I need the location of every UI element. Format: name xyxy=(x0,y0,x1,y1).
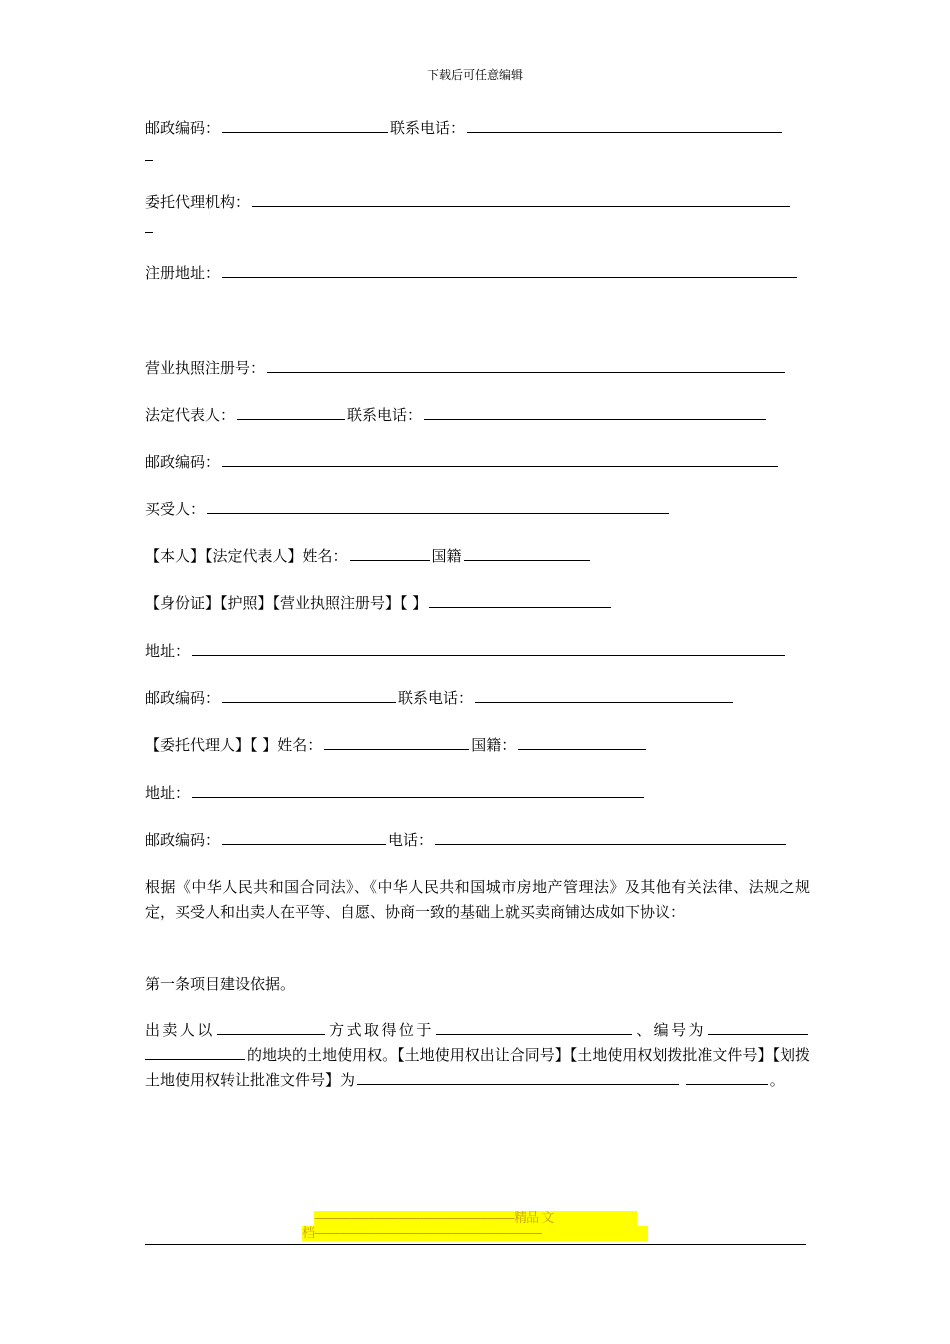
article-1-body xyxy=(145,1018,810,1093)
article-1-text-b: 方式取得位于 xyxy=(326,1021,434,1039)
address-row-2 xyxy=(145,783,646,803)
id-docs-row xyxy=(145,593,613,613)
article-1-text-c: 、编号为 xyxy=(633,1021,706,1039)
license-label: 营业执照注册号： xyxy=(145,359,266,377)
phone-label: 联系电话： xyxy=(347,406,423,424)
postcode-label: 邮政编码： xyxy=(145,119,221,137)
postcode-blank[interactable] xyxy=(222,830,386,845)
legal-rep-blank[interactable] xyxy=(237,405,345,420)
agent-label: 【委托代理人】【 】姓名： xyxy=(145,736,323,754)
phone-label: 电话： xyxy=(388,831,434,849)
postcode-label: 邮政编码： xyxy=(145,831,221,849)
agent-name-blank[interactable] xyxy=(324,735,469,750)
article-1-text-d: 的地块的土地使用权。【土地使用权出让合同号】【土地使用权划拨批准文件号】【划拨土地使用权转让批准文件号】为 xyxy=(145,1046,810,1089)
method-blank[interactable] xyxy=(217,1020,325,1035)
location-blank[interactable] xyxy=(436,1020,632,1035)
postcode-phone-row-1 xyxy=(145,118,784,138)
footer-watermark-line-2: 档------------------------------------------------------------------- xyxy=(302,1226,648,1241)
agency-label: 委托代理机构： xyxy=(145,193,251,211)
postcode-blank[interactable] xyxy=(222,688,396,703)
phone-label: 联系电话： xyxy=(390,119,466,137)
reg-addr-blank[interactable] xyxy=(222,263,797,278)
contract-no-blank[interactable] xyxy=(357,1070,679,1085)
wrap-tick xyxy=(145,160,153,161)
address-label: 地址： xyxy=(145,784,191,802)
footer-watermark-line-1: -----------------------------------------------------------精品 文 xyxy=(314,1211,637,1226)
self-rep-label: 【本人】【法定代表人】姓名： xyxy=(145,547,348,565)
id-docs-blank[interactable] xyxy=(429,593,611,608)
phone-blank[interactable] xyxy=(435,830,786,845)
agent-row xyxy=(145,735,648,755)
footer-rule xyxy=(145,1244,806,1245)
legal-rep-label: 法定代表人： xyxy=(145,406,236,424)
postcode-blank[interactable] xyxy=(222,118,388,133)
buyer-label: 买受人： xyxy=(145,500,206,518)
buyer-blank[interactable] xyxy=(207,499,669,514)
article-1-end: 。 xyxy=(769,1071,785,1089)
article-1-text-a: 出卖人以 xyxy=(145,1021,215,1039)
address-blank[interactable] xyxy=(192,783,644,798)
nationality-blank[interactable] xyxy=(518,735,646,750)
reg-addr-row xyxy=(145,263,799,283)
nationality-label: 国籍： xyxy=(471,736,517,754)
postcode-label: 邮政编码： xyxy=(145,689,221,707)
self-rep-row xyxy=(145,546,592,566)
id-docs-label: 【身份证】【护照】【营业执照注册号】【 】 xyxy=(145,594,428,612)
phone-blank[interactable] xyxy=(467,118,782,133)
number-blank[interactable] xyxy=(708,1020,808,1035)
phone-label: 联系电话： xyxy=(398,689,474,707)
postcode-phone-row-3 xyxy=(145,688,735,708)
legal-rep-row xyxy=(145,405,768,425)
number-blank-cont[interactable] xyxy=(145,1045,245,1060)
postcode-phone-row-4 xyxy=(145,830,788,850)
postcode-label: 邮政编码： xyxy=(145,453,221,471)
license-row xyxy=(145,358,787,378)
agency-blank[interactable] xyxy=(252,192,790,207)
postcode-blank[interactable] xyxy=(222,452,778,467)
phone-blank[interactable] xyxy=(475,688,733,703)
nationality-blank[interactable] xyxy=(464,546,590,561)
wrap-tick xyxy=(145,232,153,233)
address-blank[interactable] xyxy=(192,641,785,656)
buyer-row xyxy=(145,499,671,519)
basis-paragraph: 根据《中华人民共和国合同法》、《中华人民共和国城市房地产管理法》及其他有关法律、法规之规定，买受人和出卖人在平等、自愿、协商一致的基础上就买卖商铺达成如下协议： xyxy=(145,878,810,921)
postcode-row-2 xyxy=(145,452,780,472)
contract-no-blank-cont[interactable] xyxy=(686,1070,768,1085)
nationality-label: 国籍 xyxy=(431,547,462,565)
article-1-title: 第一条项目建设依据。 xyxy=(145,975,296,993)
page-header: 下载后可任意编辑 xyxy=(426,68,523,82)
license-blank[interactable] xyxy=(267,358,785,373)
address-row-1 xyxy=(145,641,787,661)
name-blank[interactable] xyxy=(350,546,430,561)
phone-blank[interactable] xyxy=(424,405,766,420)
reg-addr-label: 注册地址： xyxy=(145,264,221,282)
agency-row xyxy=(145,192,792,212)
address-label: 地址： xyxy=(145,642,191,660)
